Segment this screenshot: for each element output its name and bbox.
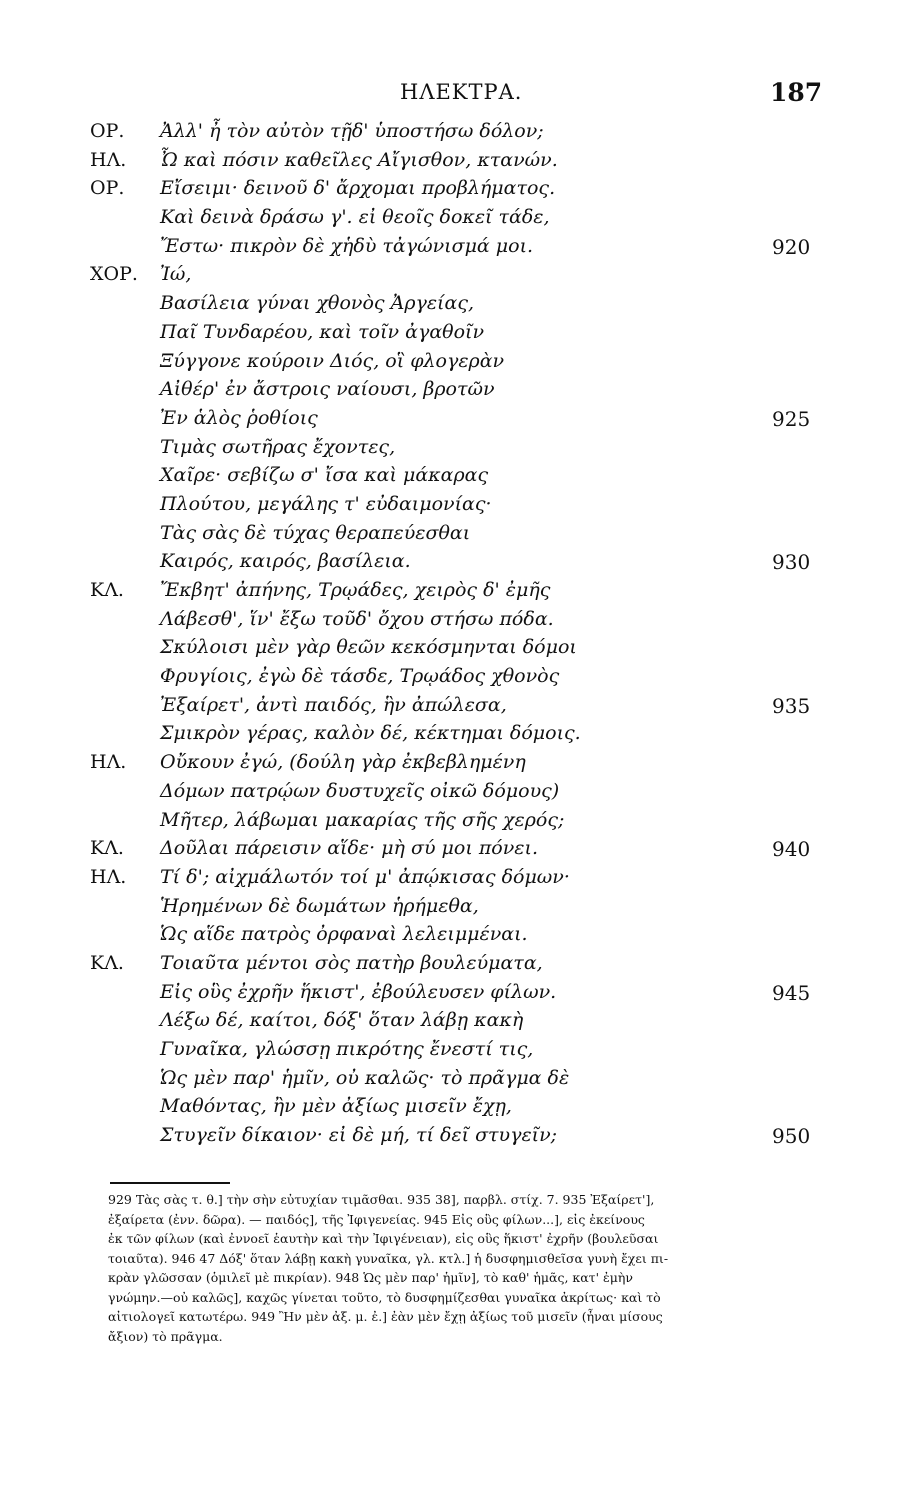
- verse-line: [0, 405, 901, 434]
- verse-text: Σκύλοισι μὲν γὰρ θεῶν κεκόσμηνται δόμοι: [160, 636, 577, 659]
- verse-text: Τὰς σὰς δὲ τύχας θεραπεύεσθαι: [160, 521, 471, 544]
- verse-line: [0, 720, 901, 749]
- verse-text: Τιμὰς σωτῆρας ἔχοντες,: [160, 435, 396, 458]
- verse-line: [0, 233, 901, 262]
- verse-text: Λέξω δέ, καίτοι, δόξ' ὅταν λάβῃ κακὴ: [160, 1009, 524, 1032]
- footnote-line: κρὰν γλῶσσαν (ὁμιλεῖ μὲ πικρίαν). 948 Ὡς μὲν παρ' ἡμῖν], τὸ καθ' ἡμᾶς, κατ' ἐμὴν: [108, 1270, 633, 1285]
- verse-line: [0, 376, 901, 405]
- running-head: [0, 70, 901, 110]
- verse-text: Βασίλεια γύναι χθονὸς Ἀργείας,: [160, 292, 475, 315]
- verse-text: Καὶ δεινὰ δράσω γ'. εἰ θεοῖς δοκεῖ τάδε,: [160, 206, 550, 229]
- speaker-label: ΚΛ.: [90, 579, 124, 601]
- verse-line: [0, 893, 901, 922]
- verse-line: [0, 577, 901, 606]
- footnotes: [108, 1190, 820, 1346]
- speaker-label: ΟΡ.: [90, 177, 125, 200]
- verse-text: Ἡρημένων δὲ δωμάτων ἡρήμεθα,: [160, 894, 479, 917]
- footnote-line: αἰτιολογεῖ κατωτέρω. 949 Ἢν μὲν ἀξ. μ. ἐ.] ἐὰν μὲν ἔχῃ ἀξίως τοῦ μισεῖν (ἦναι μίσους: [108, 1309, 663, 1324]
- speaker-label: ΗΛ.: [90, 865, 127, 888]
- line-number: 945: [772, 980, 811, 1005]
- verse-line: [0, 606, 901, 635]
- verse-line: [0, 491, 901, 520]
- verse-line: [0, 778, 901, 807]
- verse-line: [0, 921, 901, 950]
- verse-line: [0, 692, 901, 721]
- verse-text: Εἴσειμι· δεινοῦ δ' ἄρχομαι προβλήματος.: [160, 177, 556, 200]
- verse-text: Ὡς μὲν παρ' ἡμῖν, οὐ καλῶς· τὸ πρᾶγμα δὲ: [160, 1066, 570, 1089]
- verse-line: [0, 950, 901, 979]
- verse-line: [0, 175, 901, 204]
- verse-text: Γυναῖκα, γλώσσῃ πικρότης ἔνεστί τις,: [160, 1038, 534, 1060]
- verse-text: Χαῖρε· σεβίζω σ' ἴσα καὶ μάκαρας: [160, 464, 489, 487]
- verse-text: Πλούτου, μεγάλης τ' εὐδαιμονίας·: [160, 492, 492, 515]
- verse-line: [0, 1122, 901, 1151]
- verse-block: [0, 118, 901, 1151]
- verse-line: [0, 1007, 901, 1036]
- verse-text: Ξύγγονε κούροιν Διός, οἳ φλογερὰν: [160, 349, 505, 372]
- footnote-line: 929 Τὰς σὰς τ. θ.] τὴν σὴν εὐτυχίαν τιμᾶσθαι. 935 38], παρβλ. στίχ. 7. 935 Ἐξαίρετ'],: [108, 1192, 655, 1207]
- verse-line: [0, 204, 901, 233]
- verse-line: [0, 290, 901, 319]
- verse-text: Παῖ Τυνδαρέου, καὶ τοῖν ἀγαθοῖν: [160, 320, 485, 343]
- verse-text: Φρυγίοις, ἐγὼ δὲ τάσδε, Τρῳάδος χθονὸς: [160, 665, 560, 688]
- verse-text: Ἀλλ' ἦ τὸν αὐτὸν τῇδ' ὑποστήσω δόλον;: [160, 120, 544, 142]
- verse-text: Ὡς αἵδε πατρὸς ὀρφαναὶ λελειμμέναι.: [160, 923, 528, 946]
- verse-text: Ὦ καὶ πόσιν καθεῖλες Αἴγισθον, κτανών.: [160, 148, 558, 171]
- verse-text: Ἐν ἁλὸς ῥοθίοις: [160, 406, 318, 429]
- verse-text: Σμικρὸν γέρας, καλὸν δέ, κέκτημαι δόμοις.: [160, 722, 581, 745]
- speaker-label: ΧΟΡ.: [90, 263, 138, 286]
- verse-text: Ἔστω· πικρὸν δὲ χἡδὺ τἀγώνισμά μοι.: [160, 234, 534, 257]
- line-number: 950: [772, 1124, 811, 1149]
- speaker-label: ΗΛ.: [90, 148, 127, 171]
- verse-line: [0, 749, 901, 778]
- verse-line: [0, 979, 901, 1008]
- verse-text: Εἰς οὓς ἐχρῆν ἥκιστ', ἐβούλευσεν φίλων.: [160, 980, 557, 1003]
- verse-line: [0, 261, 901, 290]
- footnote-line: γνώμην.—οὐ καλῶς], καχῶς γίνεται τοῦτο, τὸ δυσφημίζεσθαι γυναῖκα ἀκρίτως· καὶ τὸ: [108, 1289, 661, 1305]
- verse-line: [0, 319, 901, 348]
- verse-text: Μαθόντας, ἢν μὲν ἀξίως μισεῖν ἔχῃ,: [160, 1095, 512, 1118]
- line-number: 930: [772, 550, 811, 575]
- verse-text: Ἐξαίρετ', ἀντὶ παιδός, ἣν ἀπώλεσα,: [160, 693, 507, 716]
- speaker-label: ΟΡ.: [90, 120, 125, 142]
- footnote-line: τοιαῦτα). 946 47 Δόξ' ὅταν λάβῃ κακὴ γυναῖκα, γλ. κτλ.] ἡ δυσφημισθεῖσα γυνὴ ἔχει πι-: [108, 1250, 669, 1266]
- verse-line: [0, 864, 901, 893]
- verse-text: Δόμων πατρῴων δυστυχεῖς οἰκῶ δόμους): [160, 779, 560, 802]
- verse-line: [0, 663, 901, 692]
- verse-text: Ἰώ,: [160, 263, 192, 286]
- verse-text: Μῆτερ, λάβωμαι μακαρίας τῆς σῆς χερός;: [160, 808, 565, 831]
- footnote-line: ἐκ τῶν φίλων (καὶ ἐννοεῖ ἑαυτὴν καὶ τὴν Ἰφιγένειαν), εἰς οὓς ἥκιστ' ἐχρῆν (βουλεῦσαι: [108, 1231, 659, 1246]
- verse-line: [0, 462, 901, 491]
- speaker-label: ΚΛ.: [90, 837, 124, 860]
- verse-text: Ἔκβητ' ἀπήνης, Τρῳάδες, χειρὸς δ' ἐμῆς: [160, 579, 551, 601]
- verse-line: [0, 1093, 901, 1122]
- line-number: 920: [772, 234, 811, 259]
- verse-text: Τί δ'; αἰχμάλωτόν τοί μ' ἀπῴκισας δόμων·: [160, 865, 570, 888]
- verse-text: Αἰθέρ' ἐν ἄστροις ναίουσι, βροτῶν: [160, 378, 495, 401]
- verse-line: [0, 1036, 901, 1065]
- verse-line: [0, 634, 901, 663]
- line-number: 925: [772, 406, 811, 431]
- line-number: 935: [772, 693, 811, 718]
- verse-line: [0, 348, 901, 377]
- verse-line: [0, 434, 901, 463]
- speaker-label: ΚΛ.: [90, 951, 124, 974]
- page-title: ΗΛΕΚΤΡΑ.: [400, 80, 523, 104]
- verse-text: Οὔκουν ἐγώ, (δούλη γὰρ ἐκβεβλημένη: [160, 751, 526, 774]
- page-number: 187: [770, 78, 823, 107]
- verse-text: Τοιαῦτα μέντοι σὸς πατὴρ βουλεύματα,: [160, 951, 543, 974]
- verse-line: [0, 520, 901, 549]
- footnote-line: ἄξιον) τὸ πρᾶγμα.: [108, 1328, 223, 1344]
- verse-line: [0, 1065, 901, 1094]
- verse-line: [0, 147, 901, 176]
- verse-text: Δοῦλαι πάρεισιν αἵδε· μὴ σύ μοι πόνει.: [160, 837, 538, 860]
- footnote-rule: [110, 1182, 230, 1184]
- verse-text: Στυγεῖν δίκαιον· εἰ δὲ μή, τί δεῖ στυγεῖν;: [160, 1124, 558, 1147]
- speaker-label: ΗΛ.: [90, 751, 127, 774]
- line-number: 940: [772, 837, 811, 862]
- footnote-line: ἐξαίρετα (ἐνν. δῶρα). — παιδός], τῆς Ἰφιγενείας. 945 Εἰς οὓς φίλων...], εἰς ἐκείνους: [108, 1211, 645, 1227]
- verse-line: [0, 835, 901, 864]
- verse-line: [0, 548, 901, 577]
- verse-line: [0, 807, 901, 836]
- verse-line: [0, 118, 901, 147]
- verse-text: Καιρός, καιρός, βασίλεια.: [160, 550, 411, 573]
- verse-text: Λάβεσθ', ἵν' ἔξω τοῦδ' ὄχου στήσω πόδα.: [160, 607, 554, 630]
